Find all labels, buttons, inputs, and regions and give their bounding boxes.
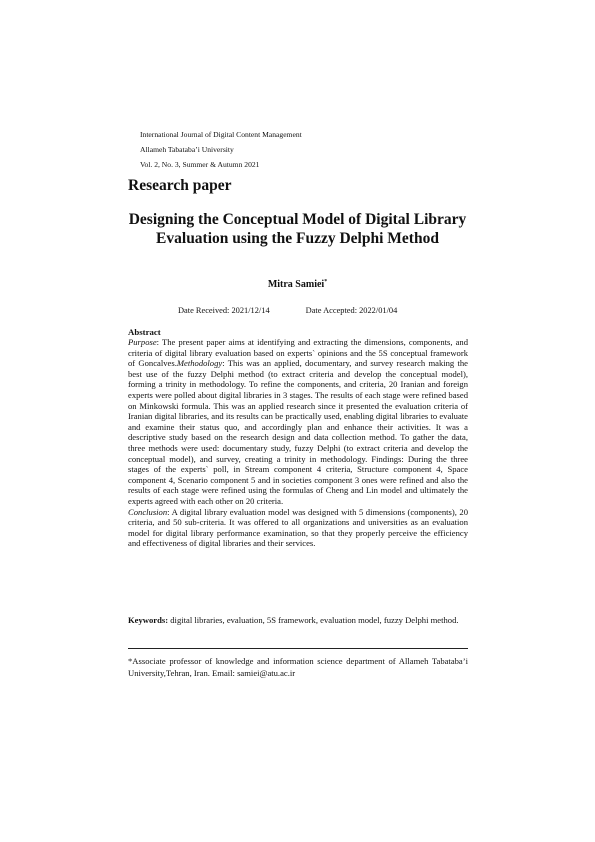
journal-university: Allameh Tabataba’i University <box>140 145 234 154</box>
date-accepted: Date Accepted: 2022/01/04 <box>305 306 398 315</box>
conclusion-text: : A digital library evaluation model was designed with 5 dimensions (components), 20 criteria, and 50 sub-criteria. It was offered to all organizations and universities as an evaluation model for digital library performance examination, so that they properly perceive the efficiency and effectiveness of digital libraries and their services. <box>128 506 468 549</box>
keywords-label: Keywords: <box>128 615 169 625</box>
abstract-body <box>128 337 468 549</box>
journal-header <box>140 127 302 172</box>
methodology-text: : This was an applied, documentary, and survey research making the best use of the fuzzy Delphi method (to extract criteria and develop the conceptual model), forming a trinity in methodology. To refine the components, and criteria, 20 Iranian and foreign experts were polled about digital libraries in 3 stages. The results of each stage were refined based on Minkowski formula. This was an applied research since it presented the evaluation criteria of Iranian digital libraries, and its results can be practically used, enabling digital libraries to evaluate and examine their status quo, and accordingly plan and enhance their activities. It was a descriptive study based on the research design and data collection method. To gather the data, three methods were used: documentary study, fuzzy Delphi (to extract criteria and develop the conceptual model), and survey, creating a trinity in methodology. Findings: During the three stages of the experts` poll, in Stream component 4 criteria, Structure component 4, Space component 4, Scenario component 5 and in societies component 3 ones were refined and also the results of each stage were refined using the formulas of Cheng and Lin model and ultimately the experts agreed with each other on 20 criteria. <box>128 358 468 506</box>
journal-name: International Journal of Digital Content Management <box>140 130 302 139</box>
purpose-label: Purpose <box>128 337 157 347</box>
paper-title: Designing the Conceptual Model of Digital Library Evaluation using the Fuzzy Delphi Method <box>128 211 467 247</box>
author-footnote: *Associate professor of knowledge and information science department of Allameh Tabataba’i University,Tehran, Iran. Email: samiei@atu.ac.ir <box>128 656 468 678</box>
conclusion-label: Conclusion <box>128 506 168 517</box>
author-line <box>128 279 467 290</box>
footnote-divider <box>128 648 468 649</box>
abstract-paragraph-2 <box>128 507 468 549</box>
date-line <box>178 306 397 315</box>
abstract-paragraph-1 <box>128 337 468 507</box>
paper-type: Research paper <box>128 177 232 194</box>
purpose-text: : The present paper aims at identifying and extracting the dimensions, components, and criteria of digital library evaluation based on experts` opinions and the 5S conceptual framework of Goncalves. <box>128 337 468 369</box>
date-received: Date Received: 2021/12/14 <box>178 306 270 315</box>
keywords <box>128 614 468 627</box>
journal-issue: Vol. 2, No. 3, Summer & Autumn 2021 <box>140 160 260 169</box>
author-footnote-mark: * <box>324 279 328 285</box>
author-name: Mitra Samiei <box>267 279 325 290</box>
keywords-text: digital libraries, evaluation, 5S framework, evaluation model, fuzzy Delphi method. <box>168 615 459 625</box>
methodology-label: Methodology <box>176 358 223 369</box>
abstract-heading: Abstract <box>128 327 161 337</box>
